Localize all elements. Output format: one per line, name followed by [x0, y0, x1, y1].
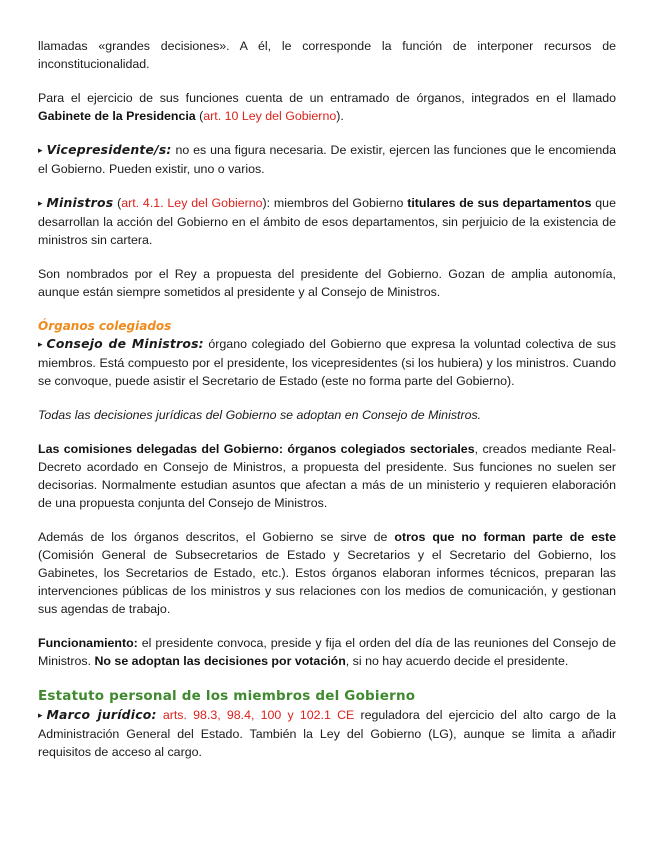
gabinete-term: Gabinete de la Presidencia — [38, 109, 196, 123]
term-label: Ministros — [46, 195, 114, 210]
paragraph-nombrados: Son nombrados por el Rey a propuesta del presidente del Gobierno. Gozan de amplia autonomía, aunque están siempre sometidos al presidente y al Consejo de Ministros. — [38, 267, 616, 299]
paragraph-marco-juridico: ▸ Marco jurídico: arts. 98.3, 98.4, 100 y 102.1 CE reguladora del ejercicio del alto cargo de la Administración General del Estado. También la Ley del Gobierno (LG), aunque se limita a añadir requisitos de acceso al cargo. — [38, 707, 617, 759]
bullet-icon: ▸ — [38, 145, 43, 155]
term-label: Marco jurídico: — [46, 707, 157, 722]
paragraph-ministros: ▸ Ministros (art. 4.1. Ley del Gobierno): miembros del Gobierno titulares de sus departamentos que desarrollan la acción del Gobierno en el ámbito de esos departamentos, sin perjuicio de la existencia de ministros sin cartera. — [38, 195, 616, 247]
term-label: Consejo de Ministros: — [46, 336, 204, 351]
bullet-icon: ▸ — [38, 339, 43, 349]
paragraph-comisiones-delegadas: Las comisiones delegadas del Gobierno: órganos colegiados sectoriales, creados mediante Real-Decreto acordado en Consejo de Ministros, a propuesta del presidente. Sus funciones no suelen ser decisorias. Normalmente estudian asuntos que afectan a más de un ministerio y requieren elaboración de una propuesta conjunta del Consejo de Ministros. — [38, 442, 616, 510]
heading-organos-colegiados: Órganos colegiados — [38, 319, 172, 333]
paragraph-gabinete: Para el ejercicio de sus funciones cuenta de un entramado de órganos, integrados en el llamado Gabinete de la Presidencia (art. 10 Ley del Gobierno). — [38, 91, 616, 123]
paragraph-funcionamiento: Funcionamiento: el presidente convoca, preside y fija el orden del día de las reuniones del Consejo de Ministros. No se adoptan las decisiones por votación, si no hay acuerdo decide el presidente. — [38, 636, 616, 668]
paragraph-decisiones-juridicas: Todas las decisiones jurídicas del Gobierno se adoptan en Consejo de Ministros. — [38, 408, 482, 422]
term-label: Vicepresidente/s: — [46, 142, 172, 157]
heading-estatuto-personal: Estatuto personal de los miembros del Gobierno — [38, 688, 416, 704]
paragraph-grandes-decisiones: llamadas «grandes decisiones». A él, le corresponde la función de interponer recursos de inconstitucionalidad. — [38, 39, 616, 71]
term-label: Funcionamiento: — [38, 636, 138, 650]
paragraph-consejo-ministros: ▸ Consejo de Ministros: órgano colegiado del Gobierno que expresa la voluntad colectiva de sus miembros. Está compuesto por el presidente, los vicepresidentes (si los hubiera) y los ministros. Cuando se convoque, puede asistir el Secretario de Estado (este no forma parte del Gobierno). — [38, 336, 616, 388]
bullet-icon: ▸ — [38, 198, 43, 208]
law-reference: art. 10 Ley del Gobierno — [203, 109, 337, 123]
paragraph-otros-organos: Además de los órganos descritos, el Gobierno se sirve de otros que no forman parte de este (Comisión General de Subsecretarios de Estado y Secretarios y el Secretario del Gobierno, los Gabinetes, los Secretarios de Estado, etc.). Estos órganos elaboran informes técnicos, preparan las intervenciones públicas de los ministros y sus relaciones con los medios de comunicación, y gestionan sus agendas de trabajo. — [38, 530, 616, 616]
law-reference: arts. 98.3, 98.4, 100 y 102.1 CE — [162, 708, 355, 722]
law-reference: art. 4.1. Ley del Gobierno — [121, 196, 263, 210]
paragraph-vicepresidentes: ▸ Vicepresidente/s: no es una figura necesaria. De existir, ejercen las funciones que le encomienda el Gobierno. Pueden existir, uno o varios. — [38, 142, 616, 176]
document-page — [38, 37, 616, 761]
bullet-icon: ▸ — [38, 710, 43, 720]
